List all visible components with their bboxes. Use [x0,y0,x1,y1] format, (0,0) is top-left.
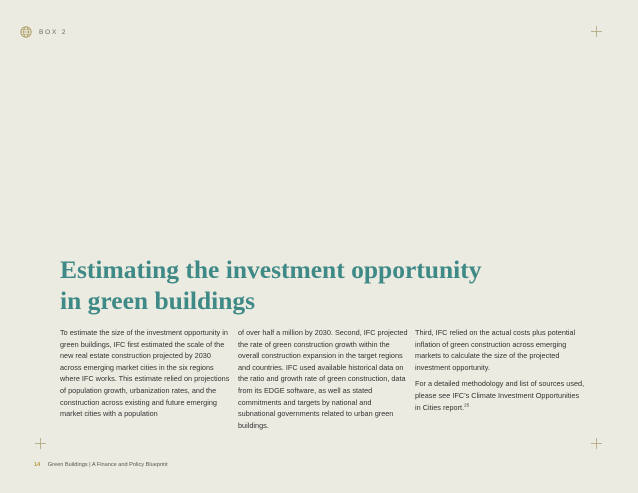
crosshair-mark-bottom-left [35,438,46,449]
globe-icon [20,26,32,38]
title-line-2: in green buildings [60,286,256,315]
page-title [60,254,530,316]
running-title: Green Buildings | A Finance and Policy Blueprint [47,462,168,468]
paragraph: To estimate the size of the investment opportunity in green buildings, IFC first estimated the scale of the new real estate construction projected by 2030 across emerging market cities in the six regions where IFC works. This estimate relied on projections of population growth, urbanization rates, and the construction across existing and future emerging market cities with a population [60,328,230,419]
paragraph-with-footnote [415,378,585,413]
box-label [20,26,67,38]
crosshair-mark-bottom-right [591,438,602,449]
body-column-2 [238,327,408,431]
paragraph-text: For a detailed methodology and list of sources used, please see IFC’s Climate Investment Opportunities in Cities report. [415,379,585,412]
title-line-1: Estimating the investment opportunity [60,255,482,284]
paragraph: Third, IFC relied on the actual costs plus potential inflation of green construction across emerging markets to calculate the size of the projected investment opportunity. [415,328,576,372]
body-column-3 [415,327,585,413]
page-footer [34,462,168,468]
box-label-text: BOX 2 [39,28,68,36]
page-number: 14 [34,462,41,468]
body-column-1 [60,327,230,420]
paragraph: of over half a million by 2030. Second, IFC projected the rate of green construction growth within the overall construction expansion in the target regions and countries. IFC used available historical data on the ratio and growth rate of green construction, data from its EDGE software, as well as stated commitments and targets by national and subnational governments related to urban green buildings. [238,328,408,430]
crosshair-mark-top-right [591,26,602,37]
footnote-reference[interactable]: 25 [464,402,470,408]
